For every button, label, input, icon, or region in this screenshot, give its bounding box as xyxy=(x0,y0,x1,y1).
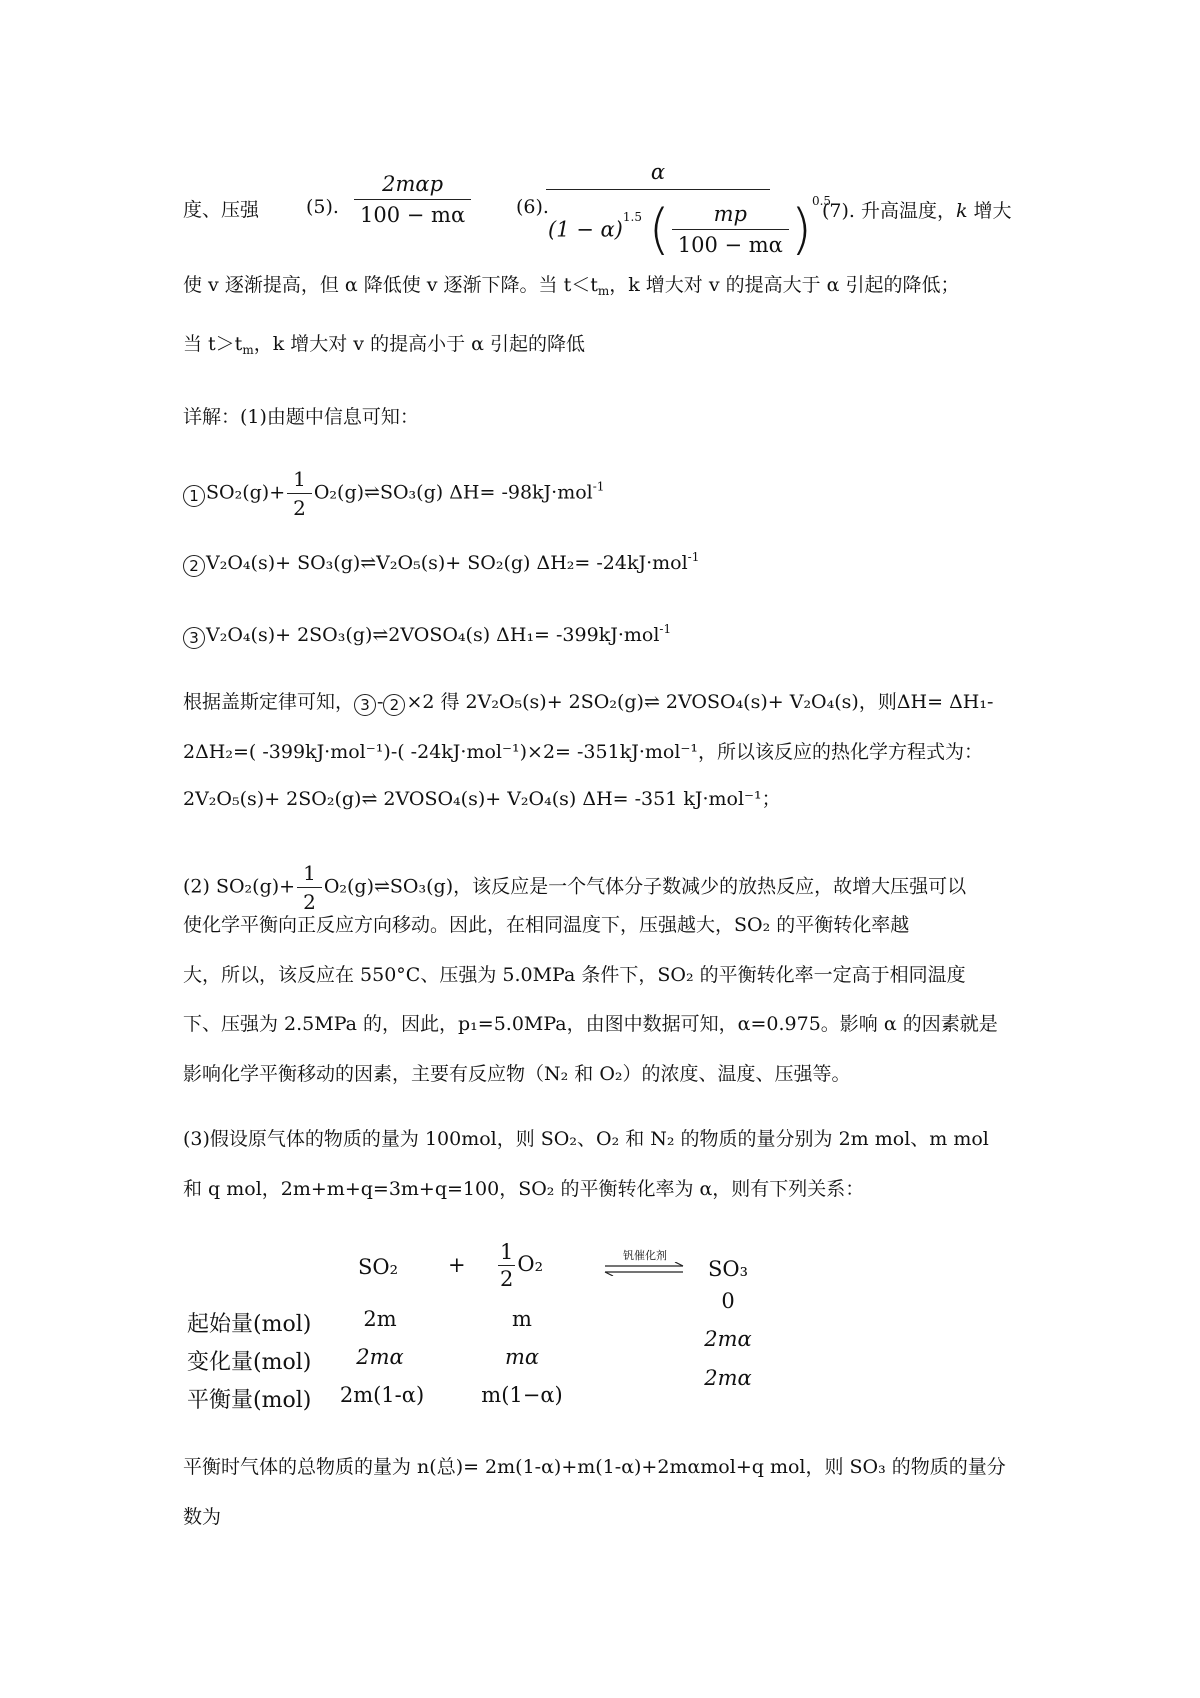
circled-2-ref: 2 xyxy=(383,694,405,716)
hess-line-1 xyxy=(183,689,993,716)
equation-1 xyxy=(183,466,604,521)
answer-line-3 xyxy=(183,331,585,357)
exponent-0-5: 0.5 xyxy=(811,194,832,208)
equation-1-b: O₂(g)⇌SO₃(g) ΔH= -98kJ·mol xyxy=(313,481,593,504)
table-o2-numerator: 1 xyxy=(500,1240,514,1264)
hess-minus: - xyxy=(377,691,384,713)
answer-7-end: 增大 xyxy=(967,200,1012,222)
answer-line-2 xyxy=(183,272,960,298)
part2-a: (2) SO₂(g)+ xyxy=(183,875,296,898)
fraction-5 xyxy=(352,172,473,227)
part2-line-4: 下、压强为 2.5MPa 的，因此，p₁=5.0MPa，由图中数据可知，α=0.975。影响 α 的因素就是 xyxy=(183,1013,998,1035)
half-numerator-2: 1 xyxy=(303,861,316,885)
equation-3 xyxy=(183,622,671,649)
fraction-6-base: (1 − α) xyxy=(548,217,623,242)
equation-2 xyxy=(183,550,699,577)
part2-line-3: 大，所以，该反应在 550°C、压强为 5.0MPa 条件下，SO₂ 的平衡转化率一定高于相同温度 xyxy=(183,964,966,986)
half-numerator: 1 xyxy=(293,467,306,491)
equation-3-text: V₂O₄(s)+ 2SO₃(g)⇌2VOSO₄(s) ΔH₁= -399kJ·mol xyxy=(206,624,660,646)
part2-line-1 xyxy=(183,860,966,915)
part2-line-5: 影响化学平衡移动的因素，主要有反应物（N₂ 和 O₂）的浓度、温度、压强等。 xyxy=(183,1063,851,1085)
circled-1: 1 xyxy=(183,485,205,507)
row-label-initial: 起始量(mol) xyxy=(187,1312,312,1337)
explanation-heading: 详解：(1)由题中信息可知： xyxy=(183,406,419,428)
line-2-tail: ，k 增大对 v 的提高大于 α 引起的降低； xyxy=(609,274,960,296)
label-6: (6). xyxy=(516,196,549,218)
circled-3-ref: 3 xyxy=(354,694,376,716)
part2-b: O₂(g)⇌SO₃(g)，该反应是一个气体分子数减少的放热反应，故增大压强可以 xyxy=(323,875,967,898)
text-pressure: 度、压强 xyxy=(183,199,260,221)
cell-change-o2: mα xyxy=(504,1345,540,1369)
equation-1-a: SO₂(g)+ xyxy=(206,481,286,504)
half-denominator: 2 xyxy=(287,493,312,521)
row-label-equilibrium: 平衡量(mol) xyxy=(187,1388,312,1413)
table-o2: O₂ xyxy=(517,1252,544,1276)
half-denominator-2: 2 xyxy=(297,887,322,915)
equilibrium-arrow-icon xyxy=(603,1262,687,1276)
answer-line-1 xyxy=(183,197,259,223)
sub-m-2: m xyxy=(242,343,254,357)
hess-line-2: 2ΔH₂=( -399kJ·mol⁻¹)-( -24kJ·mol⁻¹)×2= -351kJ·mol⁻¹，所以该反应的热化学方程式为： xyxy=(183,741,984,763)
label-5: (5). xyxy=(306,196,339,218)
fraction-6-denominator: $(1 - \alpha)^{1.5}$ ( $\frac{mp}{100 - m\alpha}$ )$^{0.5}$ xyxy=(548,194,832,261)
equation-2-text: V₂O₄(s)+ SO₃(g)⇌V₂O₅(s)+ SO₂(g) ΔH₂= -24kJ·mol xyxy=(206,552,688,574)
equation-3-sup: -1 xyxy=(659,622,672,636)
hess-line-1-c: ×2 得 2V₂O₅(s)+ 2SO₂(g)⇌ 2VOSO₄(s)+ V₂O₄(s)，则ΔH= ΔH₁- xyxy=(406,691,994,713)
table-so2: SO₂ xyxy=(358,1255,399,1279)
fraction-5-numerator: 2mαp xyxy=(382,172,444,196)
circled-2: 2 xyxy=(183,555,205,577)
inner-denominator: 100 − mα xyxy=(672,229,789,257)
line-3-tail: ，k 增大对 v 的提高小于 α 引起的降低 xyxy=(253,333,585,355)
hess-line-3: 2V₂O₅(s)+ 2SO₂(g)⇌ 2VOSO₄(s)+ V₂O₄(s) ΔH= -351 kJ·mol⁻¹； xyxy=(183,788,781,810)
line-2-text: 使 v 逐渐提高，但 α 降低使 v 逐渐下降。当 t＜t xyxy=(183,274,598,296)
row-label-change: 变化量(mol) xyxy=(187,1350,312,1375)
cell-initial-so2: 2m xyxy=(363,1307,397,1331)
part4-line-1: 平衡时气体的总物质的量为 n(总)= 2m(1-α)+m(1-α)+2mαmol+q mol，则 SO₃ 的物质的量分 xyxy=(183,1456,1006,1478)
table-plus: + xyxy=(448,1253,466,1277)
fraction-6-numerator: α xyxy=(650,160,666,184)
equation-1-sup: -1 xyxy=(592,479,605,494)
cell-change-so2: 2mα xyxy=(356,1345,404,1369)
answer-7 xyxy=(822,196,1012,223)
catalyst-label: 钒催化剂 xyxy=(623,1249,667,1262)
cell-eq-o2: m(1−α) xyxy=(481,1383,563,1407)
line-3-text: 当 t＞t xyxy=(183,333,243,355)
cell-initial-o2: m xyxy=(512,1307,532,1331)
cell-eq-so3: 2mα xyxy=(704,1366,752,1390)
fraction-5-denominator: 100 − mα xyxy=(354,199,471,227)
part3-line-1: (3)假设原气体的物质的量为 100mol，则 SO₂、O₂ 和 N₂ 的物质的量分别为 2m mol、m mol xyxy=(183,1128,989,1150)
table-so3: SO₃ xyxy=(708,1257,749,1281)
answer-7-text: (7). 升高温度， xyxy=(822,200,956,222)
cell-change-so3: 2mα xyxy=(704,1327,752,1351)
part3-line-2: 和 q mol，2m+m+q=3m+q=100，SO₂ 的平衡转化率为 α，则有下列关系： xyxy=(183,1178,865,1200)
equation-2-sup: -1 xyxy=(687,550,700,564)
table-half-o2 xyxy=(496,1240,543,1291)
exponent-1-5: 1.5 xyxy=(622,210,642,224)
inner-numerator: mp xyxy=(713,202,747,226)
part4-line-2: 数为 xyxy=(183,1506,222,1528)
k-symbol: k xyxy=(956,200,968,222)
cell-initial-so3: 0 xyxy=(721,1289,735,1313)
cell-eq-so2: 2m(1-α) xyxy=(339,1383,425,1407)
sub-m: m xyxy=(597,284,610,298)
hess-line-1-a: 根据盖斯定律可知， xyxy=(183,691,355,713)
fraction-6-bar xyxy=(546,189,770,190)
part2-line-2: 使化学平衡向正反应方向移动。因此，在相同温度下，压强越大，SO₂ 的平衡转化率越 xyxy=(183,914,910,936)
table-o2-denominator: 2 xyxy=(500,1267,514,1291)
circled-3: 3 xyxy=(183,627,205,649)
